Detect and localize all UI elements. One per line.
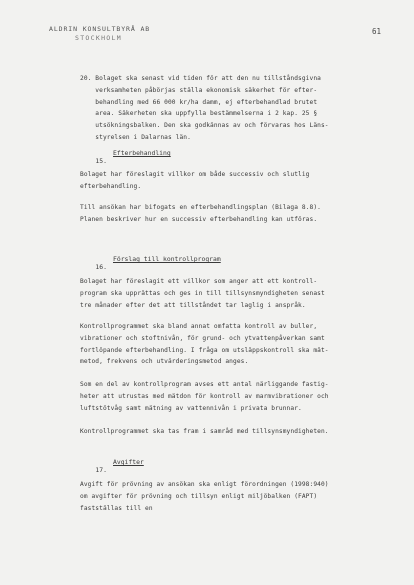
text-line: verksamheten påbörjas ställa ekonomisk säkerhet för efter- [80, 86, 318, 94]
text-line: heter att utrustas med mätdon för kontroll av marmvibrationer och [80, 392, 329, 400]
text-line: om avgifter för prövning och tillsyn enligt miljöbalken (FAPT) [80, 492, 318, 500]
paragraph-16b [80, 321, 360, 368]
paragraph-15a [80, 169, 360, 193]
paragraph-16c [80, 379, 360, 414]
text-line: Som en del av kontrollprogram avses ett antal närliggande fastig- [80, 381, 329, 388]
text-line: Kontrollprogrammet ska tas fram i samråd med tillsynsmyndigheten. [80, 428, 329, 435]
letterhead-company: ALDRIN KONSULTBYRÅ AB [49, 25, 151, 33]
paragraph-16d [80, 426, 360, 438]
text-line: Avgift för prövning av ansökan ska enligt förordningen (1998:940) [80, 481, 329, 488]
text-line: efterbehandling. [80, 182, 142, 190]
page-number: 61 [372, 27, 382, 36]
letterhead [49, 25, 150, 43]
letterhead-city: STOCKHOLM [75, 34, 122, 42]
section-16-title: Förslag till kontrollprogram [113, 255, 221, 263]
section-16-number: 16. [95, 263, 107, 271]
text-line: Planen beskriver hur en successiv efterbehandling kan utföras. [80, 215, 318, 223]
condition-20 [80, 73, 360, 144]
text-line: Bolaget har föreslagit ett villkor som anger att ett kontroll- [80, 278, 318, 285]
text-line: utsökningsbalken. Den ska godkännas av och förvaras hos Läns- [80, 122, 329, 130]
paragraph-15b [80, 202, 360, 226]
text-line: fastställas till en [80, 504, 153, 512]
text-line: vibrationer och stoftnivån, för grund- och ytvattenpåverkan samt [80, 334, 325, 342]
text-line: behandling med 66 000 kr/ha damm, ej efterbehandlad brutet [80, 98, 318, 106]
text-line: Bolaget har föreslagit villkor om både successiv och slutlig [80, 171, 310, 178]
text-line: fortlöpande efterbehandling. I fråga om utsläppskontroll ska mät- [80, 346, 329, 354]
text-line: tre månader efter det att tillståndet tar laglig i anspråk. [80, 301, 306, 309]
paragraph-16a [80, 276, 360, 311]
text-line: metod, frekvens och utvärderingsmetod anges. [80, 358, 249, 366]
text-line: Till ansökan har bifogats en efterbehandlingsplan (Bilaga 8.8). [80, 204, 321, 211]
text-line: program ska upprättas och ges in till tillsynsmyndigheten senast [80, 289, 325, 297]
text-line: styrelsen i Dalarnas län. [80, 133, 191, 141]
section-17-number: 17. [95, 466, 107, 474]
section-17-title: Avgifter [113, 458, 144, 466]
text-line: area. Säkerheten ska uppfylla bestämmelserna i 2 kap. 25 § [80, 110, 318, 118]
text-line: 20. Bolaget ska senast vid tiden för att den nu tillståndsgivna [80, 75, 321, 82]
paragraph-17a [80, 479, 360, 514]
text-line: luftstötvåg samt mätning av vattennivån i privata brunnar. [80, 404, 302, 412]
section-15-number: 15. [95, 157, 107, 165]
text-line: Kontrollprogrammet ska bland annat omfatta kontroll av buller, [80, 323, 318, 330]
section-15-title: Efterbehandling [113, 149, 171, 157]
